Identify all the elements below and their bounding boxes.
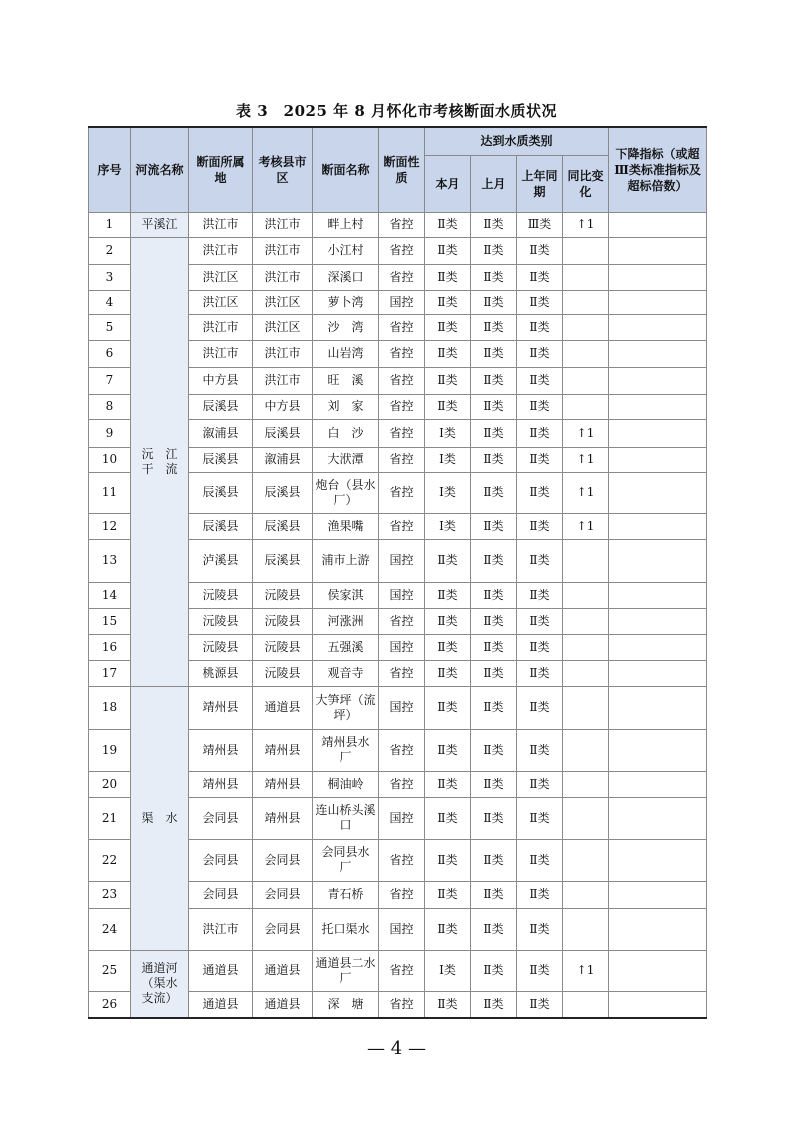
row-last-year: Ⅱ类	[517, 340, 563, 367]
row-section-name: 托口渠水	[313, 908, 379, 950]
row-county: 会同县	[253, 839, 313, 881]
row-last-year: Ⅱ类	[517, 660, 563, 686]
row-this-month: Ⅱ类	[425, 839, 471, 881]
row-last-month: Ⅱ类	[471, 797, 517, 839]
row-yoy-change	[563, 608, 609, 634]
row-seq: 18	[89, 686, 131, 729]
header-indicators: 下降指标（或超Ⅲ类标准指标及超标倍数）	[609, 127, 707, 212]
row-yoy-change	[563, 290, 609, 314]
row-location: 洪江市	[189, 340, 253, 367]
table-title: 表 3 2025 年 8 月怀化市考核断面水质状况	[235, 102, 557, 120]
row-last-month: Ⅱ类	[471, 950, 517, 991]
row-indicators	[609, 447, 707, 472]
row-indicators	[609, 394, 707, 419]
row-section-type: 省控	[379, 367, 425, 394]
row-this-month: Ⅱ类	[425, 991, 471, 1018]
row-county: 洪江市	[253, 212, 313, 237]
row-yoy-change	[563, 264, 609, 290]
row-seq: 14	[89, 582, 131, 608]
row-this-month: Ⅱ类	[425, 237, 471, 264]
row-yoy-change	[563, 839, 609, 881]
row-last-year: Ⅱ类	[517, 290, 563, 314]
row-seq: 6	[89, 340, 131, 367]
row-seq: 22	[89, 839, 131, 881]
row-section-type: 省控	[379, 991, 425, 1018]
row-seq: 26	[89, 991, 131, 1018]
row-this-month: Ⅰ类	[425, 513, 471, 539]
row-section-type: 国控	[379, 290, 425, 314]
row-section-type: 省控	[379, 660, 425, 686]
row-seq: 11	[89, 472, 131, 513]
row-yoy-change	[563, 729, 609, 771]
row-yoy-change	[563, 340, 609, 367]
row-last-year: Ⅱ类	[517, 264, 563, 290]
row-last-year: Ⅱ类	[517, 582, 563, 608]
row-section-type: 省控	[379, 394, 425, 419]
row-seq: 17	[89, 660, 131, 686]
table-row	[89, 686, 707, 729]
row-location: 通道县	[189, 950, 253, 991]
row-seq: 10	[89, 447, 131, 472]
row-this-month: Ⅱ类	[425, 881, 471, 908]
row-section-name: 河涨洲	[313, 608, 379, 634]
row-section-type: 省控	[379, 314, 425, 340]
row-indicators	[609, 290, 707, 314]
row-last-month: Ⅱ类	[471, 447, 517, 472]
header-seq: 序号	[89, 127, 131, 212]
row-this-month: Ⅱ类	[425, 290, 471, 314]
row-indicators	[609, 686, 707, 729]
row-indicators	[609, 634, 707, 660]
row-yoy-change	[563, 314, 609, 340]
row-section-name: 山岩湾	[313, 340, 379, 367]
header-grade-group: 达到水质类别	[425, 127, 609, 155]
row-yoy-change: ↑1	[563, 212, 609, 237]
row-indicators	[609, 539, 707, 582]
row-county: 辰溪县	[253, 539, 313, 582]
header-section-name: 断面名称	[313, 127, 379, 212]
row-yoy-change	[563, 539, 609, 582]
row-last-month: Ⅱ类	[471, 340, 517, 367]
row-last-month: Ⅱ类	[471, 908, 517, 950]
row-this-month: Ⅱ类	[425, 771, 471, 797]
row-county: 辰溪县	[253, 472, 313, 513]
header-this-month: 本月	[425, 155, 471, 212]
row-last-month: Ⅱ类	[471, 660, 517, 686]
row-seq: 2	[89, 237, 131, 264]
row-last-year: Ⅱ类	[517, 686, 563, 729]
row-last-month: Ⅱ类	[471, 264, 517, 290]
row-county: 辰溪县	[253, 513, 313, 539]
row-indicators	[609, 660, 707, 686]
row-section-type: 省控	[379, 513, 425, 539]
row-section-name: 深 塘	[313, 991, 379, 1018]
row-location: 洪江市	[189, 908, 253, 950]
row-this-month: Ⅱ类	[425, 908, 471, 950]
row-this-month: Ⅱ类	[425, 660, 471, 686]
row-yoy-change: ↑1	[563, 513, 609, 539]
row-last-year: Ⅱ类	[517, 539, 563, 582]
row-last-month: Ⅱ类	[471, 582, 517, 608]
row-county: 靖州县	[253, 797, 313, 839]
row-location: 洪江市	[189, 237, 253, 264]
row-seq: 1	[89, 212, 131, 237]
river-name: 沅 江 干 流	[131, 237, 189, 686]
row-section-type: 省控	[379, 419, 425, 447]
row-yoy-change	[563, 908, 609, 950]
row-seq: 4	[89, 290, 131, 314]
row-seq: 3	[89, 264, 131, 290]
row-location: 靖州县	[189, 686, 253, 729]
table-row	[89, 237, 707, 264]
row-location: 靖州县	[189, 729, 253, 771]
row-section-name: 连山桥头溪口	[313, 797, 379, 839]
row-indicators	[609, 419, 707, 447]
row-county: 洪江区	[253, 314, 313, 340]
row-seq: 25	[89, 950, 131, 991]
row-location: 会同县	[189, 839, 253, 881]
row-section-name: 浦市上游	[313, 539, 379, 582]
row-section-name: 桐油岭	[313, 771, 379, 797]
row-county: 通道县	[253, 950, 313, 991]
row-section-name: 炮台（县水厂）	[313, 472, 379, 513]
row-section-type: 国控	[379, 797, 425, 839]
row-section-name: 渔果嘴	[313, 513, 379, 539]
river-name: 平溪江	[131, 212, 189, 237]
row-last-year: Ⅱ类	[517, 839, 563, 881]
row-section-type: 省控	[379, 472, 425, 513]
row-county: 洪江市	[253, 340, 313, 367]
row-this-month: Ⅰ类	[425, 472, 471, 513]
row-last-year: Ⅱ类	[517, 991, 563, 1018]
row-seq: 23	[89, 881, 131, 908]
river-name: 渠 水	[131, 686, 189, 950]
row-section-name: 青石桥	[313, 881, 379, 908]
row-seq: 8	[89, 394, 131, 419]
header-last-year: 上年同期	[517, 155, 563, 212]
row-indicators	[609, 771, 707, 797]
row-section-type: 国控	[379, 634, 425, 660]
row-location: 桃源县	[189, 660, 253, 686]
row-county: 沅陵县	[253, 582, 313, 608]
row-last-month: Ⅱ类	[471, 839, 517, 881]
row-last-month: Ⅱ类	[471, 991, 517, 1018]
row-yoy-change	[563, 394, 609, 419]
row-section-type: 省控	[379, 447, 425, 472]
row-this-month: Ⅱ类	[425, 212, 471, 237]
row-last-month: Ⅱ类	[471, 394, 517, 419]
row-location: 洪江市	[189, 212, 253, 237]
row-seq: 7	[89, 367, 131, 394]
row-last-year: Ⅱ类	[517, 237, 563, 264]
row-last-year: Ⅱ类	[517, 771, 563, 797]
row-last-year: Ⅲ类	[517, 212, 563, 237]
row-yoy-change: ↑1	[563, 950, 609, 991]
row-indicators	[609, 797, 707, 839]
row-seq: 15	[89, 608, 131, 634]
row-yoy-change: ↑1	[563, 419, 609, 447]
row-indicators	[609, 908, 707, 950]
row-indicators	[609, 950, 707, 991]
row-this-month: Ⅱ类	[425, 264, 471, 290]
row-last-month: Ⅱ类	[471, 881, 517, 908]
row-seq: 9	[89, 419, 131, 447]
row-this-month: Ⅱ类	[425, 582, 471, 608]
row-last-month: Ⅱ类	[471, 539, 517, 582]
row-location: 洪江区	[189, 290, 253, 314]
row-section-name: 深溪口	[313, 264, 379, 290]
row-last-year: Ⅱ类	[517, 881, 563, 908]
row-location: 沅陵县	[189, 608, 253, 634]
row-location: 会同县	[189, 797, 253, 839]
header-yoy-change: 同比变化	[563, 155, 609, 212]
row-seq: 19	[89, 729, 131, 771]
row-county: 辰溪县	[253, 419, 313, 447]
row-last-month: Ⅱ类	[471, 729, 517, 771]
row-county: 沅陵县	[253, 634, 313, 660]
row-this-month: Ⅱ类	[425, 634, 471, 660]
row-section-name: 大洑潭	[313, 447, 379, 472]
row-last-year: Ⅱ类	[517, 608, 563, 634]
row-section-type: 国控	[379, 686, 425, 729]
row-location: 洪江区	[189, 264, 253, 290]
row-this-month: Ⅱ类	[425, 394, 471, 419]
row-yoy-change: ↑1	[563, 447, 609, 472]
row-county: 洪江市	[253, 237, 313, 264]
row-section-type: 省控	[379, 729, 425, 771]
row-county: 会同县	[253, 881, 313, 908]
row-location: 泸溪县	[189, 539, 253, 582]
row-indicators	[609, 212, 707, 237]
row-indicators	[609, 314, 707, 340]
row-last-year: Ⅱ类	[517, 394, 563, 419]
header-assess-county: 考核县市区	[253, 127, 313, 212]
row-location: 辰溪县	[189, 472, 253, 513]
row-county: 洪江区	[253, 290, 313, 314]
row-this-month: Ⅱ类	[425, 314, 471, 340]
row-last-year: Ⅱ类	[517, 729, 563, 771]
row-location: 溆浦县	[189, 419, 253, 447]
row-indicators	[609, 608, 707, 634]
row-county: 沅陵县	[253, 608, 313, 634]
row-location: 沅陵县	[189, 634, 253, 660]
row-location: 辰溪县	[189, 513, 253, 539]
row-last-month: Ⅱ类	[471, 419, 517, 447]
row-indicators	[609, 881, 707, 908]
table-row	[89, 212, 707, 237]
row-last-month: Ⅱ类	[471, 237, 517, 264]
row-section-name: 小江村	[313, 237, 379, 264]
row-section-type: 国控	[379, 908, 425, 950]
row-last-year: Ⅱ类	[517, 797, 563, 839]
row-last-year: Ⅱ类	[517, 950, 563, 991]
row-this-month: Ⅱ类	[425, 539, 471, 582]
row-section-name: 白 沙	[313, 419, 379, 447]
header-section-type: 断面性质	[379, 127, 425, 212]
row-county: 洪江市	[253, 367, 313, 394]
row-section-type: 省控	[379, 881, 425, 908]
row-last-year: Ⅱ类	[517, 513, 563, 539]
row-last-year: Ⅱ类	[517, 419, 563, 447]
row-yoy-change	[563, 582, 609, 608]
row-this-month: Ⅱ类	[425, 340, 471, 367]
row-yoy-change	[563, 634, 609, 660]
table-body	[89, 212, 707, 1018]
row-this-month: Ⅱ类	[425, 729, 471, 771]
row-last-year: Ⅱ类	[517, 367, 563, 394]
row-location: 会同县	[189, 881, 253, 908]
table-row	[89, 950, 707, 991]
row-yoy-change	[563, 797, 609, 839]
row-indicators	[609, 513, 707, 539]
row-last-month: Ⅱ类	[471, 212, 517, 237]
page-number: — 4 —	[367, 1038, 426, 1059]
row-last-month: Ⅱ类	[471, 771, 517, 797]
row-this-month: Ⅱ类	[425, 797, 471, 839]
row-county: 沅陵县	[253, 660, 313, 686]
river-name: 通道河 （渠水 支流）	[131, 950, 189, 1018]
row-section-type: 省控	[379, 839, 425, 881]
row-seq: 20	[89, 771, 131, 797]
row-section-type: 国控	[379, 539, 425, 582]
row-section-name: 侯家淇	[313, 582, 379, 608]
row-last-month: Ⅱ类	[471, 472, 517, 513]
row-yoy-change	[563, 881, 609, 908]
header-section-location: 断面所属地	[189, 127, 253, 212]
header-last-month: 上月	[471, 155, 517, 212]
row-seq: 21	[89, 797, 131, 839]
row-last-month: Ⅱ类	[471, 367, 517, 394]
water-quality-table	[88, 126, 707, 1019]
row-indicators	[609, 340, 707, 367]
row-indicators	[609, 582, 707, 608]
row-yoy-change	[563, 771, 609, 797]
row-last-month: Ⅱ类	[471, 513, 517, 539]
row-section-type: 省控	[379, 237, 425, 264]
row-section-name: 靖州县水 厂	[313, 729, 379, 771]
row-section-name: 五强溪	[313, 634, 379, 660]
row-yoy-change	[563, 237, 609, 264]
row-last-year: Ⅱ类	[517, 634, 563, 660]
row-yoy-change	[563, 991, 609, 1018]
row-this-month: Ⅰ类	[425, 447, 471, 472]
row-location: 洪江市	[189, 314, 253, 340]
row-county: 通道县	[253, 686, 313, 729]
row-indicators	[609, 839, 707, 881]
row-seq: 5	[89, 314, 131, 340]
row-section-type: 省控	[379, 264, 425, 290]
row-section-type: 省控	[379, 950, 425, 991]
row-seq: 12	[89, 513, 131, 539]
row-section-name: 通道县二水厂	[313, 950, 379, 991]
row-section-name: 观音寺	[313, 660, 379, 686]
row-section-type: 国控	[379, 582, 425, 608]
row-seq: 13	[89, 539, 131, 582]
row-indicators	[609, 472, 707, 513]
row-seq: 24	[89, 908, 131, 950]
row-indicators	[609, 367, 707, 394]
row-location: 中方县	[189, 367, 253, 394]
row-section-name: 会同县水 厂	[313, 839, 379, 881]
row-county: 靖州县	[253, 729, 313, 771]
row-section-type: 省控	[379, 608, 425, 634]
row-county: 通道县	[253, 991, 313, 1018]
row-yoy-change	[563, 367, 609, 394]
row-county: 会同县	[253, 908, 313, 950]
row-location: 靖州县	[189, 771, 253, 797]
row-this-month: Ⅱ类	[425, 367, 471, 394]
row-section-name: 大笋坪（流坪）	[313, 686, 379, 729]
row-this-month: Ⅱ类	[425, 686, 471, 729]
row-yoy-change	[563, 660, 609, 686]
row-indicators	[609, 264, 707, 290]
row-section-type: 省控	[379, 340, 425, 367]
row-section-name: 沙 湾	[313, 314, 379, 340]
row-yoy-change	[563, 686, 609, 729]
row-county: 中方县	[253, 394, 313, 419]
row-last-year: Ⅱ类	[517, 314, 563, 340]
row-last-month: Ⅱ类	[471, 634, 517, 660]
row-section-name: 旺 溪	[313, 367, 379, 394]
row-yoy-change: ↑1	[563, 472, 609, 513]
row-last-month: Ⅱ类	[471, 290, 517, 314]
row-last-year: Ⅱ类	[517, 908, 563, 950]
row-section-type: 省控	[379, 212, 425, 237]
row-section-type: 省控	[379, 771, 425, 797]
row-indicators	[609, 729, 707, 771]
row-location: 辰溪县	[189, 447, 253, 472]
row-last-month: Ⅱ类	[471, 314, 517, 340]
row-seq: 16	[89, 634, 131, 660]
row-county: 溆浦县	[253, 447, 313, 472]
row-last-year: Ⅱ类	[517, 472, 563, 513]
row-last-year: Ⅱ类	[517, 447, 563, 472]
row-indicators	[609, 991, 707, 1018]
row-last-month: Ⅱ类	[471, 608, 517, 634]
header-river: 河流名称	[131, 127, 189, 212]
row-location: 辰溪县	[189, 394, 253, 419]
row-section-name: 萝卜湾	[313, 290, 379, 314]
row-indicators	[609, 237, 707, 264]
row-section-name: 刘 家	[313, 394, 379, 419]
row-this-month: Ⅰ类	[425, 419, 471, 447]
row-county: 洪江市	[253, 264, 313, 290]
row-county: 靖州县	[253, 771, 313, 797]
row-location: 沅陵县	[189, 582, 253, 608]
row-location: 通道县	[189, 991, 253, 1018]
row-this-month: Ⅱ类	[425, 608, 471, 634]
row-section-name: 畔上村	[313, 212, 379, 237]
row-this-month: Ⅰ类	[425, 950, 471, 991]
row-last-month: Ⅱ类	[471, 686, 517, 729]
